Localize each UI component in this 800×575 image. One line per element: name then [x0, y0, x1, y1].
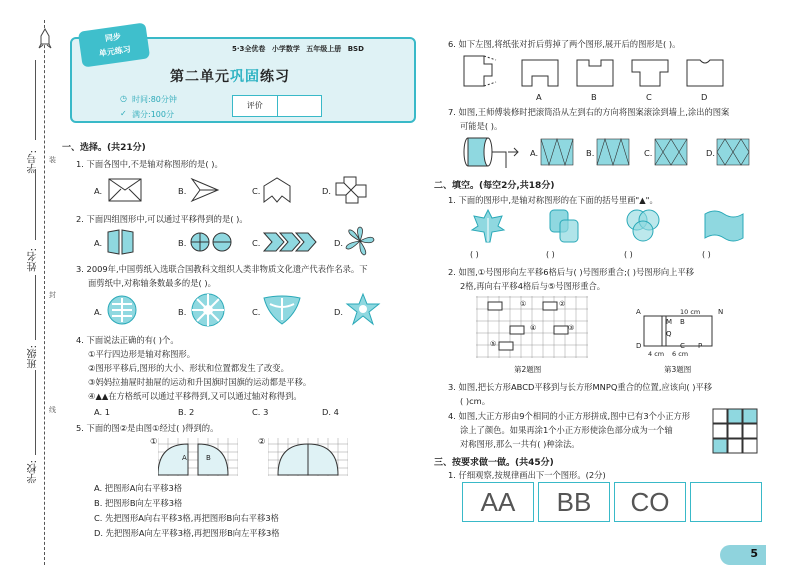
answer-paren-1[interactable]: ( ) — [470, 250, 479, 259]
q6-option-d-figure — [685, 58, 725, 88]
length-10cm: 10 cm — [680, 308, 701, 316]
grid-label-1: ① — [520, 300, 527, 308]
q2-chevrons-figure — [262, 231, 322, 253]
point-p: P — [698, 342, 703, 350]
page-number-tab — [720, 545, 766, 565]
question-4: 4. 下面说法正确的有( )个。 — [76, 335, 179, 345]
q2-option-a[interactable]: A. — [94, 238, 103, 248]
q7-pattern-a — [540, 138, 574, 166]
answer-pattern-box[interactable] — [690, 482, 762, 522]
q3-papercut-d — [345, 292, 381, 328]
grid-label-5: ⑤ — [490, 340, 497, 348]
q3-option-a[interactable]: A. — [94, 307, 103, 317]
q6-option-d[interactable]: D — [701, 92, 708, 102]
q3-papercut-c — [262, 294, 302, 326]
q4-option-a[interactable]: A. 1 — [94, 407, 111, 417]
q6-option-b-figure — [575, 58, 615, 88]
maple-leaf-figure — [470, 208, 506, 244]
fill-question-3: 3. 如图,把长方形ABCD平移到与长方形MNPQ重合的位置,应该向( )平移 — [448, 382, 713, 392]
question-3a: 3. 2009年,中国剪纸入选联合国教科文组织人类非物质文化遗产代表作名录。下 — [76, 264, 368, 274]
figure-3-caption: 第3题图 — [664, 365, 692, 374]
q1-option-d[interactable]: D. — [322, 186, 332, 196]
q2-option-c[interactable]: C. — [252, 238, 261, 248]
figure-2-caption: 第2题图 — [514, 365, 542, 374]
fill-question-1: 1. 下面的图形中,是轴对称图形的在下面的括号里画"▲"。 — [448, 195, 658, 205]
grid-label-3: ③ — [568, 324, 575, 332]
badge-line2: 单元练习 — [98, 44, 132, 59]
q6-option-a-figure — [520, 58, 560, 88]
fill-question-4c: 对称图形,那么一共有( )种涂法。 — [460, 439, 580, 449]
q6-option-c-figure — [630, 58, 670, 88]
evaluation-field[interactable] — [278, 96, 322, 116]
q2-option-d[interactable]: D. — [334, 238, 344, 248]
evaluation-label: 评价 — [233, 96, 278, 116]
grid-label-4: ④ — [530, 324, 537, 332]
q7-option-c[interactable]: C. — [644, 148, 653, 158]
q6-folded-paper — [462, 54, 498, 88]
school-label: 学校: — [28, 460, 39, 484]
statement-3: ③妈妈拉抽屉时抽屉的运动和升国旗时国旗的运动都是平移。 — [88, 377, 312, 387]
evaluation-box — [232, 95, 322, 117]
q2-option-b[interactable]: B. — [178, 238, 187, 248]
fill-question-2a: 2. 如图,①号图形向左平移6格后与( )号图形重合;( )号图形向上平移 — [448, 267, 695, 277]
q2-circles-figure — [190, 231, 234, 253]
q2-panels-figure — [106, 228, 136, 256]
pattern-co: CO — [630, 487, 670, 517]
wave-flag-figure — [703, 210, 745, 242]
pattern-bb: BB — [556, 487, 592, 517]
pattern-box-3 — [614, 482, 686, 522]
q5-figure-1 — [158, 438, 238, 476]
page-number: 5 — [750, 547, 758, 560]
point-d: D — [636, 342, 642, 350]
mark-line: 线 — [49, 406, 56, 414]
point-q: Q — [666, 330, 672, 338]
practice-question-1: 1. 仔细观察,按规律画出下一个图形。(2分) — [448, 470, 606, 480]
q3-papercut-b — [190, 292, 226, 328]
student-id-line — [35, 60, 36, 140]
statement-1: ①平行四边形是轴对称图形。 — [88, 349, 196, 359]
q1-option-b[interactable]: B. — [178, 186, 187, 196]
q4-option-c[interactable]: C. 3 — [252, 407, 269, 417]
q4-option-b[interactable]: B. 2 — [178, 407, 195, 417]
series-info: 5·3全优卷 小学数学 五年级上册 BSD — [232, 45, 364, 53]
answer-paren-2[interactable]: ( ) — [546, 250, 555, 259]
question-5: 5. 下面的图②是由图①经过( )得到的。 — [76, 423, 219, 433]
binding-dashed-line — [44, 20, 45, 565]
q1-envelope-figure — [108, 178, 142, 202]
q1-option-c[interactable]: C. — [252, 186, 261, 196]
question-2: 2. 下面四组图形中,可以通过平移得到的是( )。 — [76, 214, 248, 224]
title-part-a: 第二单元 — [170, 69, 230, 85]
section-practice: 三、按要求做一做。(共45分) — [434, 458, 554, 468]
fill-question-2b: 2格,再向右平移4格后与⑤号图形重合。 — [460, 281, 606, 291]
length-6cm: 6 cm — [672, 350, 689, 358]
mark-cut: 装 — [49, 156, 56, 164]
fig-b-label: B — [206, 454, 211, 462]
section-fill: 二、填空。(每空2分,共18分) — [434, 181, 555, 191]
point-n: N — [718, 308, 724, 316]
point-m: M — [666, 318, 673, 326]
three-circles-figure — [625, 208, 661, 244]
q7-option-a[interactable]: A. — [530, 148, 539, 158]
q5-option-a[interactable]: A. 把图形A向右平移3格 — [94, 483, 183, 493]
question-6: 6. 如下左图,将纸张对折后剪掉了两个图形,展开后的图形是( )。 — [448, 39, 681, 49]
length-4cm: 4 cm — [648, 350, 665, 358]
point-b: B — [680, 318, 685, 326]
overlapping-rounded-rects — [548, 208, 580, 244]
rocket-icon — [38, 28, 52, 50]
school-line — [35, 370, 36, 455]
q4-option-d[interactable]: D. 4 — [322, 407, 339, 417]
q7-pattern-d — [716, 138, 750, 166]
class-line — [35, 275, 36, 340]
q5-option-c[interactable]: C. 先把图形A向右平移3格,再把图形B向右平移3格 — [94, 513, 279, 523]
pattern-aa: AA — [480, 487, 516, 517]
point-a: A — [636, 308, 641, 316]
fill-question-3b: ( )cm。 — [460, 396, 491, 406]
section-choice: 一、选择。(共21分) — [62, 143, 146, 153]
fig2-label: ② — [258, 436, 266, 446]
answer-paren-3[interactable]: ( ) — [624, 250, 633, 259]
question-7a: 7. 如图,王师傅装修时把滚筒沿从左到右的方向将图案滚涂到墙上,涂出的图案 — [448, 107, 730, 117]
pattern-box-1 — [462, 482, 534, 522]
time-limit: 时间:80分钟 — [132, 95, 177, 104]
full-score: 满分:100分 — [132, 110, 174, 119]
student-id-label: 学号: — [28, 150, 39, 174]
q1-arrow-figure — [190, 177, 220, 203]
class-label: 班级: — [28, 345, 39, 369]
page-title — [170, 66, 290, 86]
grid-label-2: ② — [559, 300, 566, 308]
pattern-box-2 — [538, 482, 610, 522]
question-3b: 面剪纸中,对称轴条数最多的是( )。 — [88, 278, 216, 288]
q7-option-d[interactable]: D. — [706, 148, 716, 158]
q1-pinwheel-figure — [334, 175, 368, 205]
q6-option-b[interactable]: B — [591, 92, 597, 102]
q3-option-c[interactable]: C. — [252, 307, 261, 317]
fill-question-4a: 4. 如图,大正方形由9个相同的小正方形拼成,图中已有3个小正方形 — [448, 411, 691, 421]
badge-line1: 同步 — [104, 32, 122, 44]
q7-option-b[interactable]: B. — [586, 148, 595, 158]
statement-4: ④▲▲在方格纸可以通过平移得到,又可以通过轴对称得到。 — [88, 391, 302, 401]
q7-pattern-c — [654, 138, 688, 166]
name-label: 姓名: — [28, 248, 39, 272]
question-7b: 可能是( )。 — [460, 121, 503, 131]
title-part-b: 巩固 — [230, 69, 260, 85]
rectangle-translation-figure — [640, 310, 716, 350]
point-c: C — [680, 342, 685, 350]
clock-icon: ◷ — [120, 94, 127, 103]
question-1: 1. 下面各图中,不是轴对称图形的是( )。 — [76, 159, 223, 169]
q1-chevron-figure — [262, 176, 292, 204]
q3-papercut-a — [106, 294, 138, 326]
mark-seal: 封 — [49, 291, 56, 299]
q3-option-b[interactable]: B. — [178, 307, 187, 317]
fig1-label: ① — [150, 436, 158, 446]
title-part-c: 练习 — [260, 69, 290, 85]
binding-margin — [0, 0, 70, 575]
q5-option-b[interactable]: B. 把图形B向左平移3格 — [94, 498, 183, 508]
q3-option-d[interactable]: D. — [334, 307, 344, 317]
q1-option-a[interactable]: A. — [94, 186, 103, 196]
check-icon: ✓ — [120, 109, 127, 118]
statement-2: ②图形平移后,图形的大小、形状和位置都发生了改变。 — [88, 363, 289, 373]
q6-option-c[interactable]: C — [646, 92, 652, 102]
q6-option-a[interactable]: A — [536, 92, 542, 102]
name-line — [35, 170, 36, 240]
q2-flower-figure — [345, 226, 375, 256]
q5-option-d[interactable]: D. 先把图形A向左平移3格,再把图形B向左平移3格 — [94, 528, 280, 538]
q5-figure-2 — [268, 438, 348, 476]
answer-paren-4[interactable]: ( ) — [702, 250, 711, 259]
nine-square-grid — [712, 408, 758, 454]
fill-question-4b: 涂上了颜色。如果再涂1个小正方形使涂色部分成为一个轴 — [460, 425, 673, 435]
fig-a-label: A — [182, 454, 187, 462]
q7-pattern-b — [596, 138, 630, 166]
q7-roller-figure — [462, 134, 522, 170]
